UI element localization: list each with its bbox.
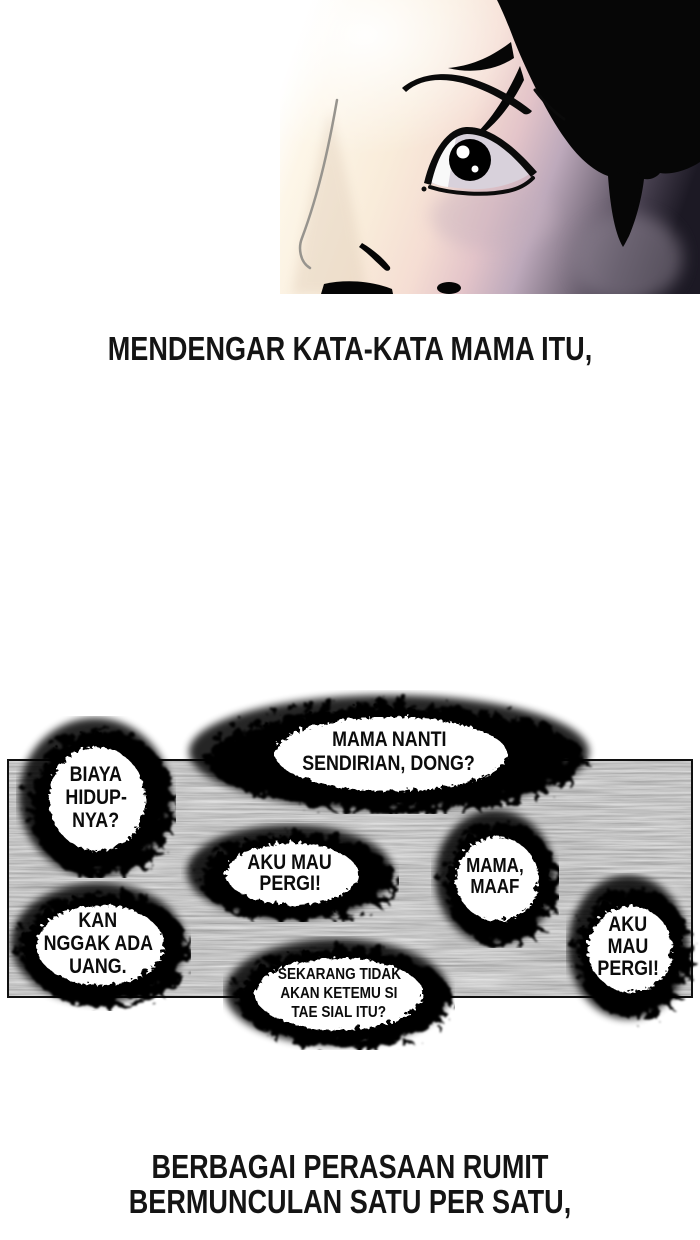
bubble-text-line: MAU [607,935,649,958]
speech-bubble-biaya-hidup [16,716,176,878]
eye-inner-corner-dot [422,187,427,192]
bubble-text-line: PERGI! [259,871,321,895]
bubble-text [223,936,455,1050]
bubble-text-line: SENDIRIAN, DONG? [302,752,476,775]
bubble-text-line: KAN [78,908,118,932]
bubble-text-line: BIAYA [69,762,123,786]
caption-top [0,331,700,366]
speech-bubble-aku-mau-pergi-right [566,873,700,1031]
bubble-text-line: MAAF [470,876,520,898]
bubble-text-line: NYA? [72,808,120,832]
bubble-text-line: MAMA NANTI [331,728,447,751]
caption-bottom [0,1149,700,1219]
caption-bottom-line-2: BERMUNCULAN SATU PER SATU, [128,1183,572,1220]
speech-bubble-nggak-ada-uang [9,881,191,1011]
caption-bottom-line-1: BERBAGAI PERASAAN RUMIT [151,1148,549,1185]
bubble-text-line: SEKARANG TIDAK [277,965,401,983]
pupil-catchlight-small [472,166,479,173]
bubble-text-line: AKU [608,913,648,936]
bubble-text [173,690,605,814]
bubble-text-line: AKU MAU [247,850,333,874]
pupil-catchlight-large [457,146,470,159]
speech-bubble-mama-maaf [431,806,559,948]
bubble-text [9,881,191,1011]
bubble-text-line: TAE SIAL ITU? [291,1003,387,1021]
bubble-text [181,823,399,922]
mouth-corner-shadow [437,282,461,294]
bubble-text-line: MAMA, [466,855,524,877]
bubble-text [431,806,559,948]
bubble-text-line: NGGAK ADA [43,931,153,955]
speech-bubble-sekarang-tidak [223,936,455,1050]
speech-bubble-aku-mau-pergi-center [181,823,399,922]
bubble-text-line: PERGI! [597,957,659,980]
caption-top-text: MENDENGAR KATA-KATA MAMA ITU, [107,330,593,367]
face-illustration [280,0,700,294]
bubble-text-line: UANG. [69,954,127,978]
bubble-text [566,873,700,1031]
bubble-text-line: AKAN KETEMU SI [280,984,398,1002]
speech-bubble-mama-nanti [173,690,605,814]
bubble-text [16,716,176,878]
bubble-text-line: HIDUP- [65,785,127,809]
eye-pupil [449,139,491,181]
